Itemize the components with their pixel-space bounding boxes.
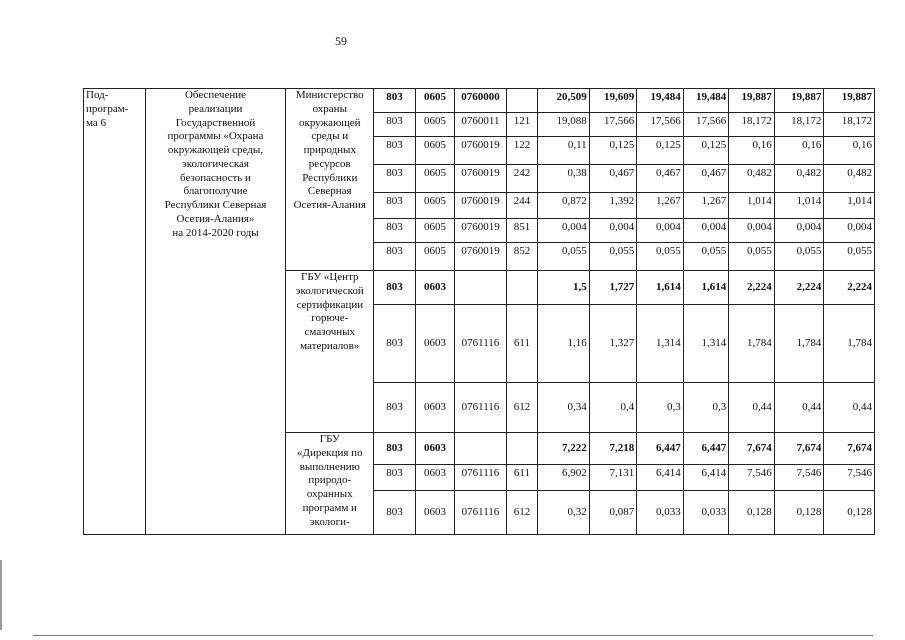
code-cell: 612 — [506, 383, 537, 433]
code-cell: 244 — [506, 193, 537, 219]
code-cell: 0760011 — [455, 113, 507, 137]
code-cell — [455, 271, 507, 305]
amount-cell: 0,055 — [637, 243, 684, 271]
amount-cell: 0,3 — [637, 383, 684, 433]
code-cell: 0605 — [415, 113, 454, 137]
code-cell — [506, 271, 537, 305]
amount-cell: 0,004 — [538, 219, 590, 243]
code-cell: 0760019 — [455, 219, 507, 243]
amount-cell: 6,902 — [538, 465, 590, 491]
code-cell: 0603 — [415, 271, 454, 305]
amount-cell: 0,128 — [824, 491, 875, 535]
code-cell: 0605 — [415, 219, 454, 243]
code-cell: 0603 — [415, 383, 454, 433]
amount-cell: 1,727 — [589, 271, 637, 305]
amount-cell: 1,16 — [538, 305, 590, 383]
amount-cell: 0,055 — [729, 243, 775, 271]
subprogram-cell: Под- програм- ма 6 — [84, 89, 146, 535]
amount-cell: 0,004 — [683, 219, 729, 243]
amount-cell: 7,546 — [774, 465, 824, 491]
code-cell: 0760019 — [455, 243, 507, 271]
code-cell: 0761116 — [455, 465, 507, 491]
amount-cell: 0,004 — [729, 219, 775, 243]
amount-cell: 7,131 — [589, 465, 637, 491]
amount-cell: 17,566 — [589, 113, 637, 137]
amount-cell: 0,125 — [589, 137, 637, 165]
amount-cell: 0,004 — [824, 219, 875, 243]
amount-cell: 7,674 — [774, 433, 824, 465]
amount-cell: 19,609 — [589, 89, 637, 113]
amount-cell: 7,222 — [538, 433, 590, 465]
amount-cell: 2,224 — [824, 271, 875, 305]
code-cell: 803 — [374, 465, 415, 491]
code-cell: 0761116 — [455, 491, 507, 535]
code-cell: 122 — [506, 137, 537, 165]
amount-cell: 18,172 — [774, 113, 824, 137]
amount-cell: 18,172 — [824, 113, 875, 137]
code-cell: 803 — [374, 433, 415, 465]
amount-cell: 0,128 — [774, 491, 824, 535]
amount-cell: 0,482 — [774, 165, 824, 193]
amount-cell: 0,4 — [589, 383, 637, 433]
code-cell: 803 — [374, 193, 415, 219]
code-cell: 0761116 — [455, 383, 507, 433]
code-cell: 0603 — [415, 433, 454, 465]
amount-cell: 0,004 — [774, 219, 824, 243]
amount-cell: 19,484 — [683, 89, 729, 113]
code-cell: 0760019 — [455, 165, 507, 193]
code-cell: 803 — [374, 271, 415, 305]
amount-cell: 0,467 — [637, 165, 684, 193]
code-cell: 803 — [374, 165, 415, 193]
amount-cell: 7,546 — [729, 465, 775, 491]
amount-cell: 0,482 — [824, 165, 875, 193]
page-bottom-rule — [33, 635, 873, 636]
code-cell: 0760019 — [455, 193, 507, 219]
amount-cell: 18,172 — [729, 113, 775, 137]
amount-cell: 0,055 — [683, 243, 729, 271]
code-cell: 121 — [506, 113, 537, 137]
amount-cell: 0,44 — [774, 383, 824, 433]
amount-cell: 0,004 — [637, 219, 684, 243]
organization-cell: ГБУ «Центр экологической сертификации горюче- смазочных материалов» — [286, 271, 374, 433]
amount-cell: 6,414 — [683, 465, 729, 491]
amount-cell: 0,16 — [729, 137, 775, 165]
code-cell: 851 — [506, 219, 537, 243]
amount-cell: 0,3 — [683, 383, 729, 433]
amount-cell: 17,566 — [683, 113, 729, 137]
amount-cell: 7,218 — [589, 433, 637, 465]
organization-cell: Министерство охраны окружающей среды и природных ресурсов Республики Северная Осетия-Алания — [286, 89, 374, 271]
amount-cell: 0,467 — [589, 165, 637, 193]
budget-table — [83, 88, 875, 535]
amount-cell: 6,414 — [637, 465, 684, 491]
code-cell: 0761116 — [455, 305, 507, 383]
code-cell: 803 — [374, 89, 415, 113]
code-cell: 852 — [506, 243, 537, 271]
code-cell: 0603 — [415, 305, 454, 383]
code-cell: 0760000 — [455, 89, 507, 113]
amount-cell: 0,087 — [589, 491, 637, 535]
code-cell: 803 — [374, 305, 415, 383]
page-number: 59 — [335, 34, 347, 48]
code-cell: 0603 — [415, 465, 454, 491]
code-cell: 0605 — [415, 89, 454, 113]
amount-cell: 1,314 — [683, 305, 729, 383]
scan-edge-mark — [0, 560, 2, 630]
amount-cell: 0,055 — [774, 243, 824, 271]
code-cell: 803 — [374, 383, 415, 433]
amount-cell: 7,674 — [729, 433, 775, 465]
amount-cell: 1,014 — [824, 193, 875, 219]
code-cell: 803 — [374, 113, 415, 137]
amount-cell: 0,16 — [824, 137, 875, 165]
amount-cell: 2,224 — [729, 271, 775, 305]
amount-cell: 0,482 — [729, 165, 775, 193]
amount-cell: 1,784 — [824, 305, 875, 383]
code-cell: 803 — [374, 243, 415, 271]
amount-cell: 1,314 — [637, 305, 684, 383]
code-cell: 611 — [506, 305, 537, 383]
amount-cell: 0,055 — [589, 243, 637, 271]
amount-cell: 2,224 — [774, 271, 824, 305]
code-cell — [506, 433, 537, 465]
code-cell: 612 — [506, 491, 537, 535]
amount-cell: 1,614 — [637, 271, 684, 305]
amount-cell: 1,614 — [683, 271, 729, 305]
amount-cell: 0,033 — [683, 491, 729, 535]
amount-cell: 0,44 — [729, 383, 775, 433]
code-cell: 803 — [374, 137, 415, 165]
code-cell: 803 — [374, 219, 415, 243]
amount-cell: 1,014 — [774, 193, 824, 219]
amount-cell: 1,267 — [683, 193, 729, 219]
description-cell: Обеспечение реализации Государственной программы «Охрана окружающей среды, экологическая безопасность и благополучие Республики Северная Осетия-Алания» на 2014-2020 годы — [145, 89, 286, 535]
amount-cell: 0,34 — [538, 383, 590, 433]
amount-cell: 0,125 — [637, 137, 684, 165]
amount-cell: 0,44 — [824, 383, 875, 433]
amount-cell: 0,055 — [824, 243, 875, 271]
code-cell — [506, 89, 537, 113]
amount-cell: 1,014 — [729, 193, 775, 219]
amount-cell: 0,033 — [637, 491, 684, 535]
code-cell: 611 — [506, 465, 537, 491]
amount-cell: 0,467 — [683, 165, 729, 193]
amount-cell: 0,38 — [538, 165, 590, 193]
code-cell: 0605 — [415, 165, 454, 193]
code-cell: 242 — [506, 165, 537, 193]
code-cell: 0605 — [415, 193, 454, 219]
code-cell: 0605 — [415, 243, 454, 271]
amount-cell: 0,125 — [683, 137, 729, 165]
amount-cell: 0,16 — [774, 137, 824, 165]
amount-cell: 0,128 — [729, 491, 775, 535]
amount-cell: 19,484 — [637, 89, 684, 113]
code-cell: 0760019 — [455, 137, 507, 165]
amount-cell: 1,784 — [729, 305, 775, 383]
amount-cell: 1,5 — [538, 271, 590, 305]
code-cell: 0603 — [415, 491, 454, 535]
code-cell: 0605 — [415, 137, 454, 165]
organization-cell: ГБУ «Дирекция по выполнению природо- охранных программ и экологи- — [286, 433, 374, 535]
amount-cell: 19,887 — [729, 89, 775, 113]
amount-cell: 0,11 — [538, 137, 590, 165]
amount-cell: 20,509 — [538, 89, 590, 113]
amount-cell: 0,004 — [589, 219, 637, 243]
amount-cell: 1,392 — [589, 193, 637, 219]
amount-cell: 17,566 — [637, 113, 684, 137]
code-cell: 803 — [374, 491, 415, 535]
amount-cell: 1,267 — [637, 193, 684, 219]
amount-cell: 7,674 — [824, 433, 875, 465]
table-row — [84, 89, 875, 113]
amount-cell: 1,327 — [589, 305, 637, 383]
amount-cell: 1,784 — [774, 305, 824, 383]
code-cell — [455, 433, 507, 465]
amount-cell: 6,447 — [683, 433, 729, 465]
amount-cell: 19,887 — [774, 89, 824, 113]
amount-cell: 7,546 — [824, 465, 875, 491]
amount-cell: 19,887 — [824, 89, 875, 113]
amount-cell: 6,447 — [637, 433, 684, 465]
amount-cell: 0,32 — [538, 491, 590, 535]
amount-cell: 0,055 — [538, 243, 590, 271]
amount-cell: 19,088 — [538, 113, 590, 137]
amount-cell: 0,872 — [538, 193, 590, 219]
